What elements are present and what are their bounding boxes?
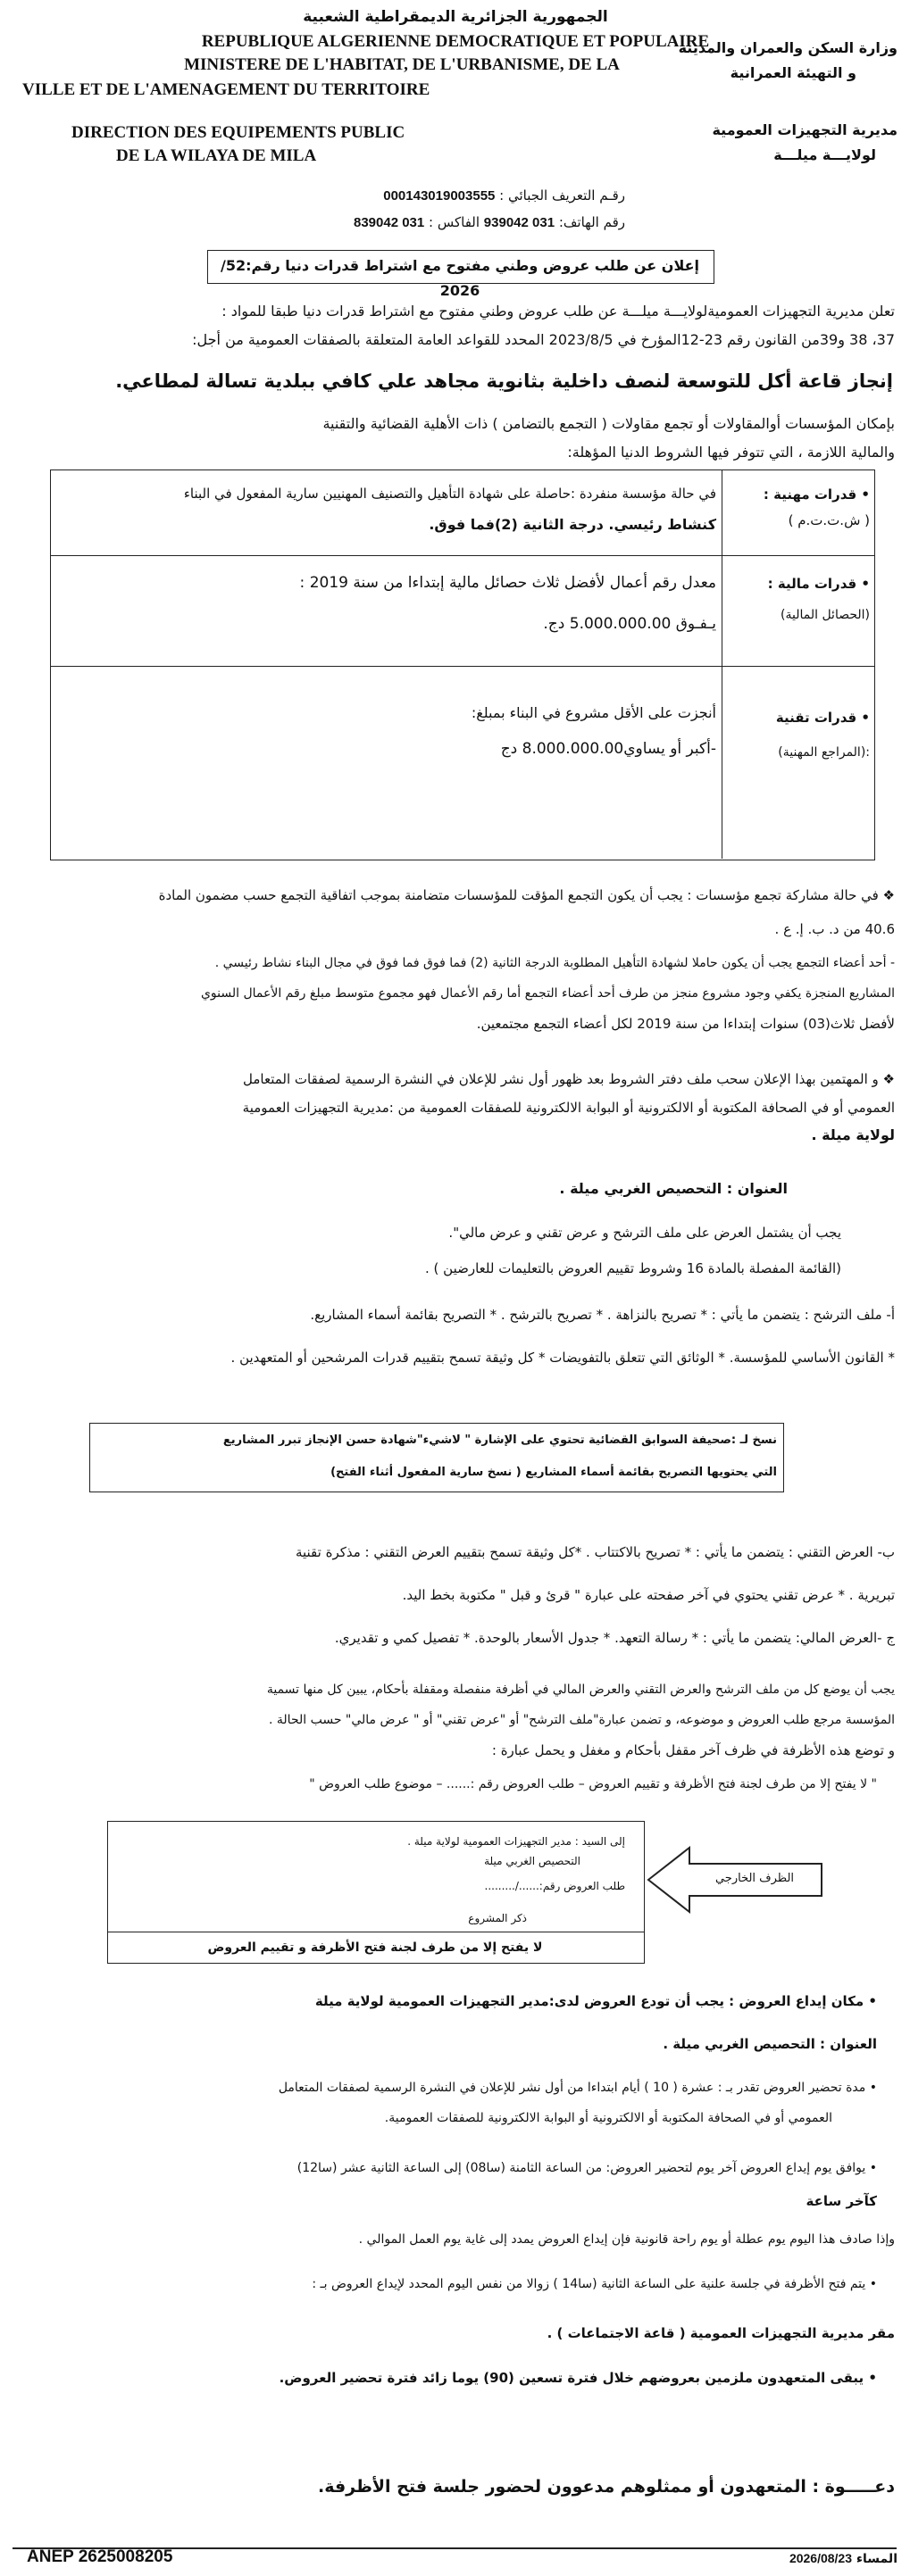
grouping-line-2: 40.6 من د. ب. إ. ع . xyxy=(774,921,895,937)
announcement-title: إعلان عن طلب عروض وطني مفتوح مع اشتراط قدرات دنيا رقم:52/ 2026 xyxy=(220,257,700,299)
fr-ministry-line-2: VILLE ET DE L'AMENAGEMENT DU TERRITOIRE xyxy=(22,80,430,99)
grouping-line-1: ❖ في حالة مشاركة تجمع مؤسسات : يجب أن يكون التجمع المؤقت للمؤسسات متضامنة بموجب اتفاقية التجمع حسب مضمون المادة xyxy=(158,887,895,903)
eligibility-line-1: بإمكان المؤسسات أوالمقاولات أو تجمع مقاولات ( التجمع بالتضامن ) ذات الأهلية القضائية والتقنية xyxy=(322,415,895,432)
criteria-technical-text-2: -أكبر أو يساوي8.000.000.00 دج xyxy=(500,740,716,758)
fr-direction-line-2: DE LA WILAYA DE MILA xyxy=(116,146,317,165)
criteria-technical-label: • قدرات تقنية xyxy=(775,710,870,726)
project-title: إنجاز قاعة أكل للتوسعة لنصف داخلية بثانوية مجاهد علي كافي ببلدية تسالة لمطاعي. xyxy=(115,370,893,392)
grouping-line-4: المشاريع المنجزة يكفي وجود مشروع منجز من طرف أحد أعضاء التجمع أما رقم الأعمال فهو مجموع متوسط مبلغ رقم الأعمال السنوي xyxy=(200,986,895,1001)
technical-offer-line-1: ب- العرض التقني : يتضمن ما يأتي : * تصريح بالاكتتاب . *كل وثيقة تسمح بتقييم العرض التقني : مذكرة تقنية xyxy=(295,1544,895,1560)
criteria-professional-sublabel: ( ش.ت.ت.م ) xyxy=(788,512,870,528)
envelope-do-not-open: لا يفتح إلا من طرف لجنة فتح الأظرفة و تقييم العروض xyxy=(207,1940,543,1955)
deposit-duration-1: • مدة تحضير العروض تقدر بـ : عشرة ( 10 ) أيام ابتداءا من أول نشر للإعلان في النشرة الرسمية لصفقات المتعامل xyxy=(278,2081,877,2095)
anep-reference: ANEP 2625008205 xyxy=(27,2547,173,2566)
deposit-address: العنوان : التحصيص الغربي ميلة . xyxy=(663,2036,877,2052)
withdrawal-line-1: ❖ و المهتمين بهذا الإعلان سحب ملف دفتر الشروط بعد ظهور أول نشر للإعلان في النشرة الرسمية لصفقات المتعامل xyxy=(243,1071,895,1087)
fax-label: الفاكس : xyxy=(429,214,480,230)
criteria-financial-label: • قدرات مالية : xyxy=(767,576,870,592)
financial-offer-line: ج -العرض المالي: يتضمن ما يأتي : * رسالة التعهد. * جدول الأسعار بالوحدة. * تفصيل كمي و تقديري. xyxy=(334,1630,895,1646)
deposit-holiday: وإذا صادف هذا اليوم يوم عطلة أو يوم راحة قانونية فإن إيداع العروض يمدد إلى غاية يوم العمل الموالي . xyxy=(358,2232,895,2247)
intro-line-1: تعلن مديرية التجهيزات العموميةلولايـــة ميلـــة عن طلب عروض وطني مفتوح مع اشتراط قدرات دنيا طبقا للمواد : xyxy=(221,303,895,320)
criteria-technical-sublabel: :(المراجع المهنية) xyxy=(778,745,870,760)
opening-session-1: • يتم فتح الأظرفة في جلسة علنية على الساعة الثانية (سا14 ) زوالا من نفس اليوم المحدد لإيداع العروض بـ : xyxy=(312,2277,877,2291)
envelope-tender-ref: طلب العروض رقم:....../......... xyxy=(484,1880,625,1892)
criteria-row-sep-2 xyxy=(50,666,875,667)
fr-republic-heading: REPUBLIQUE ALGERIENNE DEMOCRATIQUE ET POPULAIRE xyxy=(201,32,710,51)
technical-offer-line-2: تبريرية . * عرض تقني يحتوي في آخر صفحته على عبارة " قرئ و قبل " مكتوبة بخط اليد. xyxy=(402,1587,895,1603)
envelopes-line-2: المؤسسة مرجع طلب العروض و موضوعه، و تضمن عبارة"ملف الترشح" أو "عرض تقني" أو " عرض مالي" حسب الحالة . xyxy=(269,1713,895,1727)
ar-direction-line-1: مديرية التجهيزات العمومية xyxy=(712,121,897,138)
nif-value: 000143019003555 xyxy=(383,188,496,204)
offer-list-reference: (القائمة المفصلة بالمادة 16 وشروط تقييم العروض بالتعليمات للعارضين ) . xyxy=(425,1260,841,1276)
grouping-line-3: - أحد أعضاء التجمع يجب أن يكون حاملا لشهادة التأهيل المطلوبة الدرجة الثانية (2) فما فوق فما فوق في مجال البناء نشاط رئيسي . xyxy=(214,956,895,970)
fr-direction-line-1: DIRECTION DES EQUIPEMENTS PUBLIC xyxy=(71,123,405,142)
ar-direction-line-2: لولايـــة ميلـــة xyxy=(773,146,876,163)
ar-republic-heading: الجمهورية الجزائرية الديمقراطية الشعبية xyxy=(303,8,608,26)
envelopes-line-3: و توضع هذه الأظرفة في ظرف آخر مقفل بأحكام و مغفل و يحمل عبارة : xyxy=(491,1742,895,1758)
footer-evening: المساء xyxy=(856,2552,897,2566)
criteria-professional-text-2: كنشاط رئيسي. درجة الثانية (2)فما فوق. xyxy=(429,516,716,533)
deposit-deadline-2: كآخر ساعة xyxy=(806,2193,877,2209)
criteria-financial-text-1: معدل رقم أعمال لأفضل ثلاث حصائل مالية إبتداءا من سنة 2019 : xyxy=(299,574,716,592)
footer-date: 2026/08/23 xyxy=(789,2551,853,2565)
deposit-deadline-1: • يوافق يوم إيداع العروض آخر يوم لتحضير العروض: من الساعة الثامنة (سا08) إلى الساعة الثانية عشر (سا12) xyxy=(296,2161,877,2175)
criteria-row-sep-1 xyxy=(50,555,875,556)
withdrawal-line-3: لولاية ميلة . xyxy=(811,1126,895,1143)
fr-ministry-line-1: MINISTERE DE L'HABITAT, DE L'URBANISME, DE LA xyxy=(184,55,620,74)
intro-line-2: 37، 38 و39من القانون رقم 23-12المؤرخ في 2023/8/5 المحدد للقواعد العامة المتعلقة بالصفقات العمومية من أجل: xyxy=(192,331,895,348)
candidacy-line-1: أ- ملف الترشح : يتضمن ما يأتي : * تصريح بالنزاهة . * تصريح بالترشح . * التصريح بقائمة أسماء المشاريع. xyxy=(310,1307,895,1323)
phone-line xyxy=(268,211,625,235)
nif-line xyxy=(268,184,625,208)
footer-date-line xyxy=(701,2551,897,2566)
criteria-technical-text-1: أنجزت على الأقل مشروع في البناء بمبلغ: xyxy=(471,704,716,721)
copies-note-line-1: نسخ لـ :صحيفة السوابق القضائية تحتوي على الإشارة " لاشيء"شهادة حسن الإنجاز تبرر المشاريع xyxy=(222,1433,777,1447)
criteria-professional-text-1: في حالة مؤسسة منفردة :حاصلة على شهادة التأهيل والتصنيف المهنيين سارية المفعول في البناء xyxy=(183,486,716,502)
envelopes-line-4: " لا يفتح إلا من طرف لجنة فتح الأظرفة و تقييم العروض – طلب العروض رقم :...... – موضوع طلب العروض " xyxy=(309,1777,877,1791)
envelopes-line-1: يجب أن يوضع كل من ملف الترشح والعرض التقني والعرض المالي في أظرفة منفصلة ومقفلة بأحكام، يبين كل منها تسمية xyxy=(266,1683,895,1697)
candidacy-line-2: * القانون الأساسي للمؤسسة. * الوثائق التي تتعلق بالتفويضات * كل وثيقة تسمح بتقييم قدرات المرشحين أو المتعهدين . xyxy=(230,1350,895,1366)
envelope-address: التحصيص الغربي ميلة xyxy=(484,1855,580,1867)
offer-contents: يجب أن يشتمل العرض على ملف الترشح و عرض تقني و عرض مالي". xyxy=(448,1225,841,1241)
grouping-line-5: لأفضل ثلاث(03) سنوات إبتداءا من سنة 2019 لكل أعضاء التجمع مجتمعين. xyxy=(476,1016,895,1032)
withdrawal-line-2: العمومي أو في الصحافة المكتوبة أو الالكترونية أو البوابة الالكترونية للصفقات العمومية من :مديرية التجهيزات العمومية xyxy=(242,1100,895,1116)
fax-value: 031 839042 xyxy=(353,215,425,230)
phone-label: رقم الهاتف: xyxy=(558,214,625,230)
offer-validity: • يبقى المتعهدون ملزمين بعروضهم خلال فترة تسعين (90) يوما زائد فترة تحضير العروض. xyxy=(279,2370,877,2386)
copies-note-line-2: التي يحتويها التصريح بقائمة أسماء المشاريع ( نسخ سارية المفعول أثناء الفتح) xyxy=(330,1466,777,1479)
deposit-duration-2: العمومي أو في الصحافة المكتوبة أو الالكترونية أو البوابة الالكترونية للصفقات العمومية. xyxy=(384,2111,832,2125)
withdrawal-address: العنوان : التحصيص الغربي ميلة . xyxy=(559,1180,788,1197)
eligibility-line-2: والمالية اللازمة ، التي تتوفر فيها الشروط الدنيا المؤهلة: xyxy=(567,444,895,461)
invitation-text: دعـــــوة : المتعهدون أو ممثلوهم مدعوون لحضور جلسة فتح الأظرفة. xyxy=(318,2477,895,2497)
outer-envelope-label: الظرف الخارجي xyxy=(714,1872,795,1885)
nif-label: رقـم التعريف الجبائي : xyxy=(499,187,625,204)
phone-value: 031 939042 xyxy=(483,215,555,230)
criteria-professional-label: • قدرات مهنية : xyxy=(763,486,870,503)
criteria-financial-sublabel: (الحصائل المالية) xyxy=(781,608,870,622)
deposit-place: • مكان إيداع العروض : يجب أن تودع العروض لدى:مدير التجهيزات العمومية لولاية ميلة xyxy=(314,1993,877,2009)
opening-session-2: مقر مديرية التجهيزات العمومية ( قاعة الاجتماعات ) . xyxy=(547,2325,895,2341)
envelope-project: ذكر المشروع xyxy=(468,1912,527,1924)
ar-ministry-line-2: و التهيئة العمرانية xyxy=(730,64,856,81)
criteria-financial-text-2: يـفـوق 5.000.000.00 دج. xyxy=(543,615,716,633)
envelope-addressee: إلى السيد : مدير التجهيزات العمومية لولاية ميلة . xyxy=(407,1835,625,1848)
ar-ministry-line-1: وزارة السكن والعمران والمدينة xyxy=(678,39,897,56)
